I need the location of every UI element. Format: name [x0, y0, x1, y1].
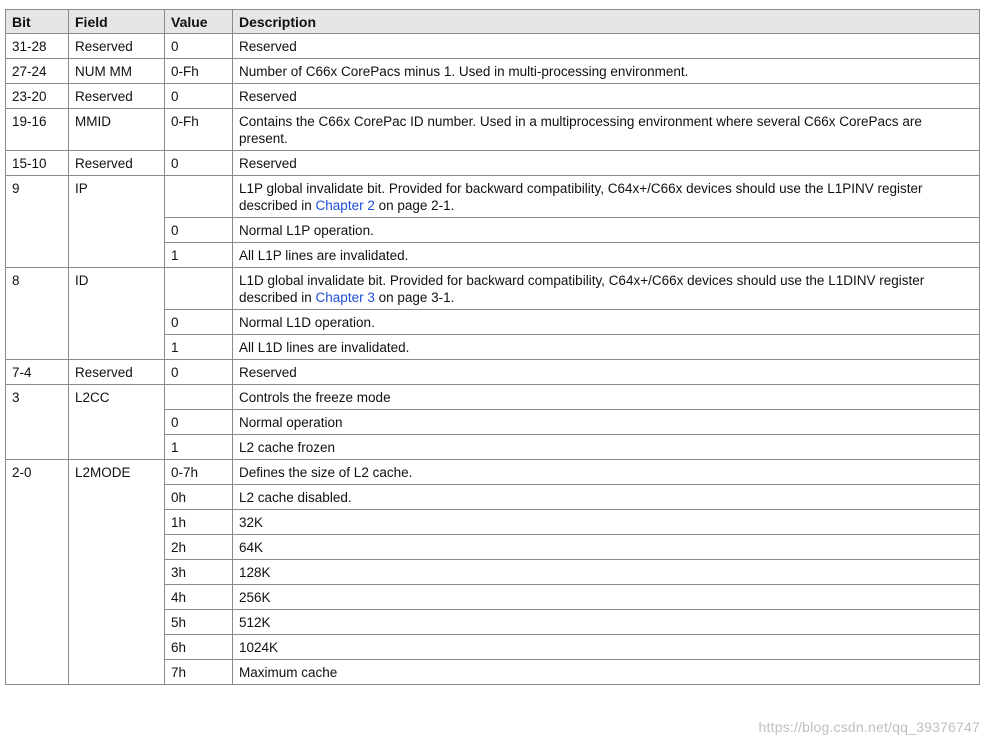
- description-text: L1P global invalidate bit. Provided for backward compatibility, C64x+/C66x devices should use the L1PINV register described in: [239, 181, 923, 213]
- description-cell: 32K: [233, 510, 980, 535]
- description-cell: Contains the C66x CorePac ID number. Used in a multiprocessing environment where several C66x CorePacs are present.: [233, 109, 980, 151]
- value-cell: 4h: [165, 585, 233, 610]
- value-cell: [165, 385, 233, 410]
- header-field: Field: [69, 10, 165, 34]
- value-cell: 5h: [165, 610, 233, 635]
- bit-cell: 31-28: [6, 34, 69, 59]
- bit-cell: 23-20: [6, 84, 69, 109]
- field-cell: NUM MM: [69, 59, 165, 84]
- description-cell: 512K: [233, 610, 980, 635]
- description-cell: [233, 268, 980, 310]
- value-cell: 0: [165, 360, 233, 385]
- bit-cell: 27-24: [6, 59, 69, 84]
- description-cell: Reserved: [233, 34, 980, 59]
- description-text: L1D global invalidate bit. Provided for backward compatibility, C64x+/C66x devices should use the L1DINV register described in: [239, 273, 925, 305]
- description-cell: All L1D lines are invalidated.: [233, 335, 980, 360]
- watermark: https://blog.csdn.net/qq_39376747: [758, 719, 980, 735]
- bit-cell: 7-4: [6, 360, 69, 385]
- field-cell: L2CC: [69, 385, 165, 460]
- field-cell: Reserved: [69, 360, 165, 385]
- bit-cell: 8: [6, 268, 69, 360]
- table-row: [6, 151, 980, 176]
- value-cell: 0: [165, 310, 233, 335]
- table-row: [6, 176, 980, 218]
- field-cell: IP: [69, 176, 165, 268]
- value-cell: 0: [165, 218, 233, 243]
- table-row: [6, 109, 980, 151]
- description-cell: [233, 176, 980, 218]
- description-cell: Normal L1P operation.: [233, 218, 980, 243]
- description-cell: Normal operation: [233, 410, 980, 435]
- value-cell: 0: [165, 151, 233, 176]
- bit-cell: 15-10: [6, 151, 69, 176]
- description-cell: L2 cache disabled.: [233, 485, 980, 510]
- bit-cell: 9: [6, 176, 69, 268]
- value-cell: 2h: [165, 535, 233, 560]
- table-row: [6, 34, 980, 59]
- description-cell: 256K: [233, 585, 980, 610]
- bit-cell: 2-0: [6, 460, 69, 685]
- chapter-2-link[interactable]: Chapter 2: [315, 198, 375, 213]
- header-value: Value: [165, 10, 233, 34]
- description-cell: Controls the freeze mode: [233, 385, 980, 410]
- value-cell: 0h: [165, 485, 233, 510]
- value-cell: 0: [165, 84, 233, 109]
- chapter-3-link[interactable]: Chapter 3: [315, 290, 375, 305]
- table-header-row: [6, 10, 980, 34]
- value-cell: 7h: [165, 660, 233, 685]
- description-text: on page 2-1.: [374, 198, 455, 213]
- field-cell: Reserved: [69, 84, 165, 109]
- description-cell: 128K: [233, 560, 980, 585]
- table-row: [6, 268, 980, 310]
- value-cell: 1: [165, 435, 233, 460]
- field-cell: L2MODE: [69, 460, 165, 685]
- value-cell: 1h: [165, 510, 233, 535]
- description-text: on page 3-1.: [374, 290, 455, 305]
- description-cell: 64K: [233, 535, 980, 560]
- description-cell: All L1P lines are invalidated.: [233, 243, 980, 268]
- register-field-table: [5, 9, 980, 685]
- bit-cell: 3: [6, 385, 69, 460]
- field-cell: MMID: [69, 109, 165, 151]
- description-cell: Normal L1D operation.: [233, 310, 980, 335]
- description-cell: Defines the size of L2 cache.: [233, 460, 980, 485]
- description-cell: Reserved: [233, 151, 980, 176]
- field-cell: Reserved: [69, 34, 165, 59]
- value-cell: 1: [165, 243, 233, 268]
- value-cell: 0: [165, 34, 233, 59]
- value-cell: 0-Fh: [165, 109, 233, 151]
- header-bit: Bit: [6, 10, 69, 34]
- table-row: [6, 84, 980, 109]
- description-cell: Number of C66x CorePacs minus 1. Used in multi-processing environment.: [233, 59, 980, 84]
- description-cell: Maximum cache: [233, 660, 980, 685]
- table-row: [6, 59, 980, 84]
- description-cell: 1024K: [233, 635, 980, 660]
- description-cell: L2 cache frozen: [233, 435, 980, 460]
- bit-cell: 19-16: [6, 109, 69, 151]
- value-cell: 3h: [165, 560, 233, 585]
- value-cell: [165, 268, 233, 310]
- field-cell: ID: [69, 268, 165, 360]
- value-cell: 0: [165, 410, 233, 435]
- value-cell: 6h: [165, 635, 233, 660]
- table-row: [6, 460, 980, 485]
- value-cell: [165, 176, 233, 218]
- table-row: [6, 385, 980, 410]
- table-row: [6, 360, 980, 385]
- value-cell: 0-Fh: [165, 59, 233, 84]
- description-cell: Reserved: [233, 84, 980, 109]
- value-cell: 0-7h: [165, 460, 233, 485]
- header-description: Description: [233, 10, 980, 34]
- value-cell: 1: [165, 335, 233, 360]
- field-cell: Reserved: [69, 151, 165, 176]
- description-cell: Reserved: [233, 360, 980, 385]
